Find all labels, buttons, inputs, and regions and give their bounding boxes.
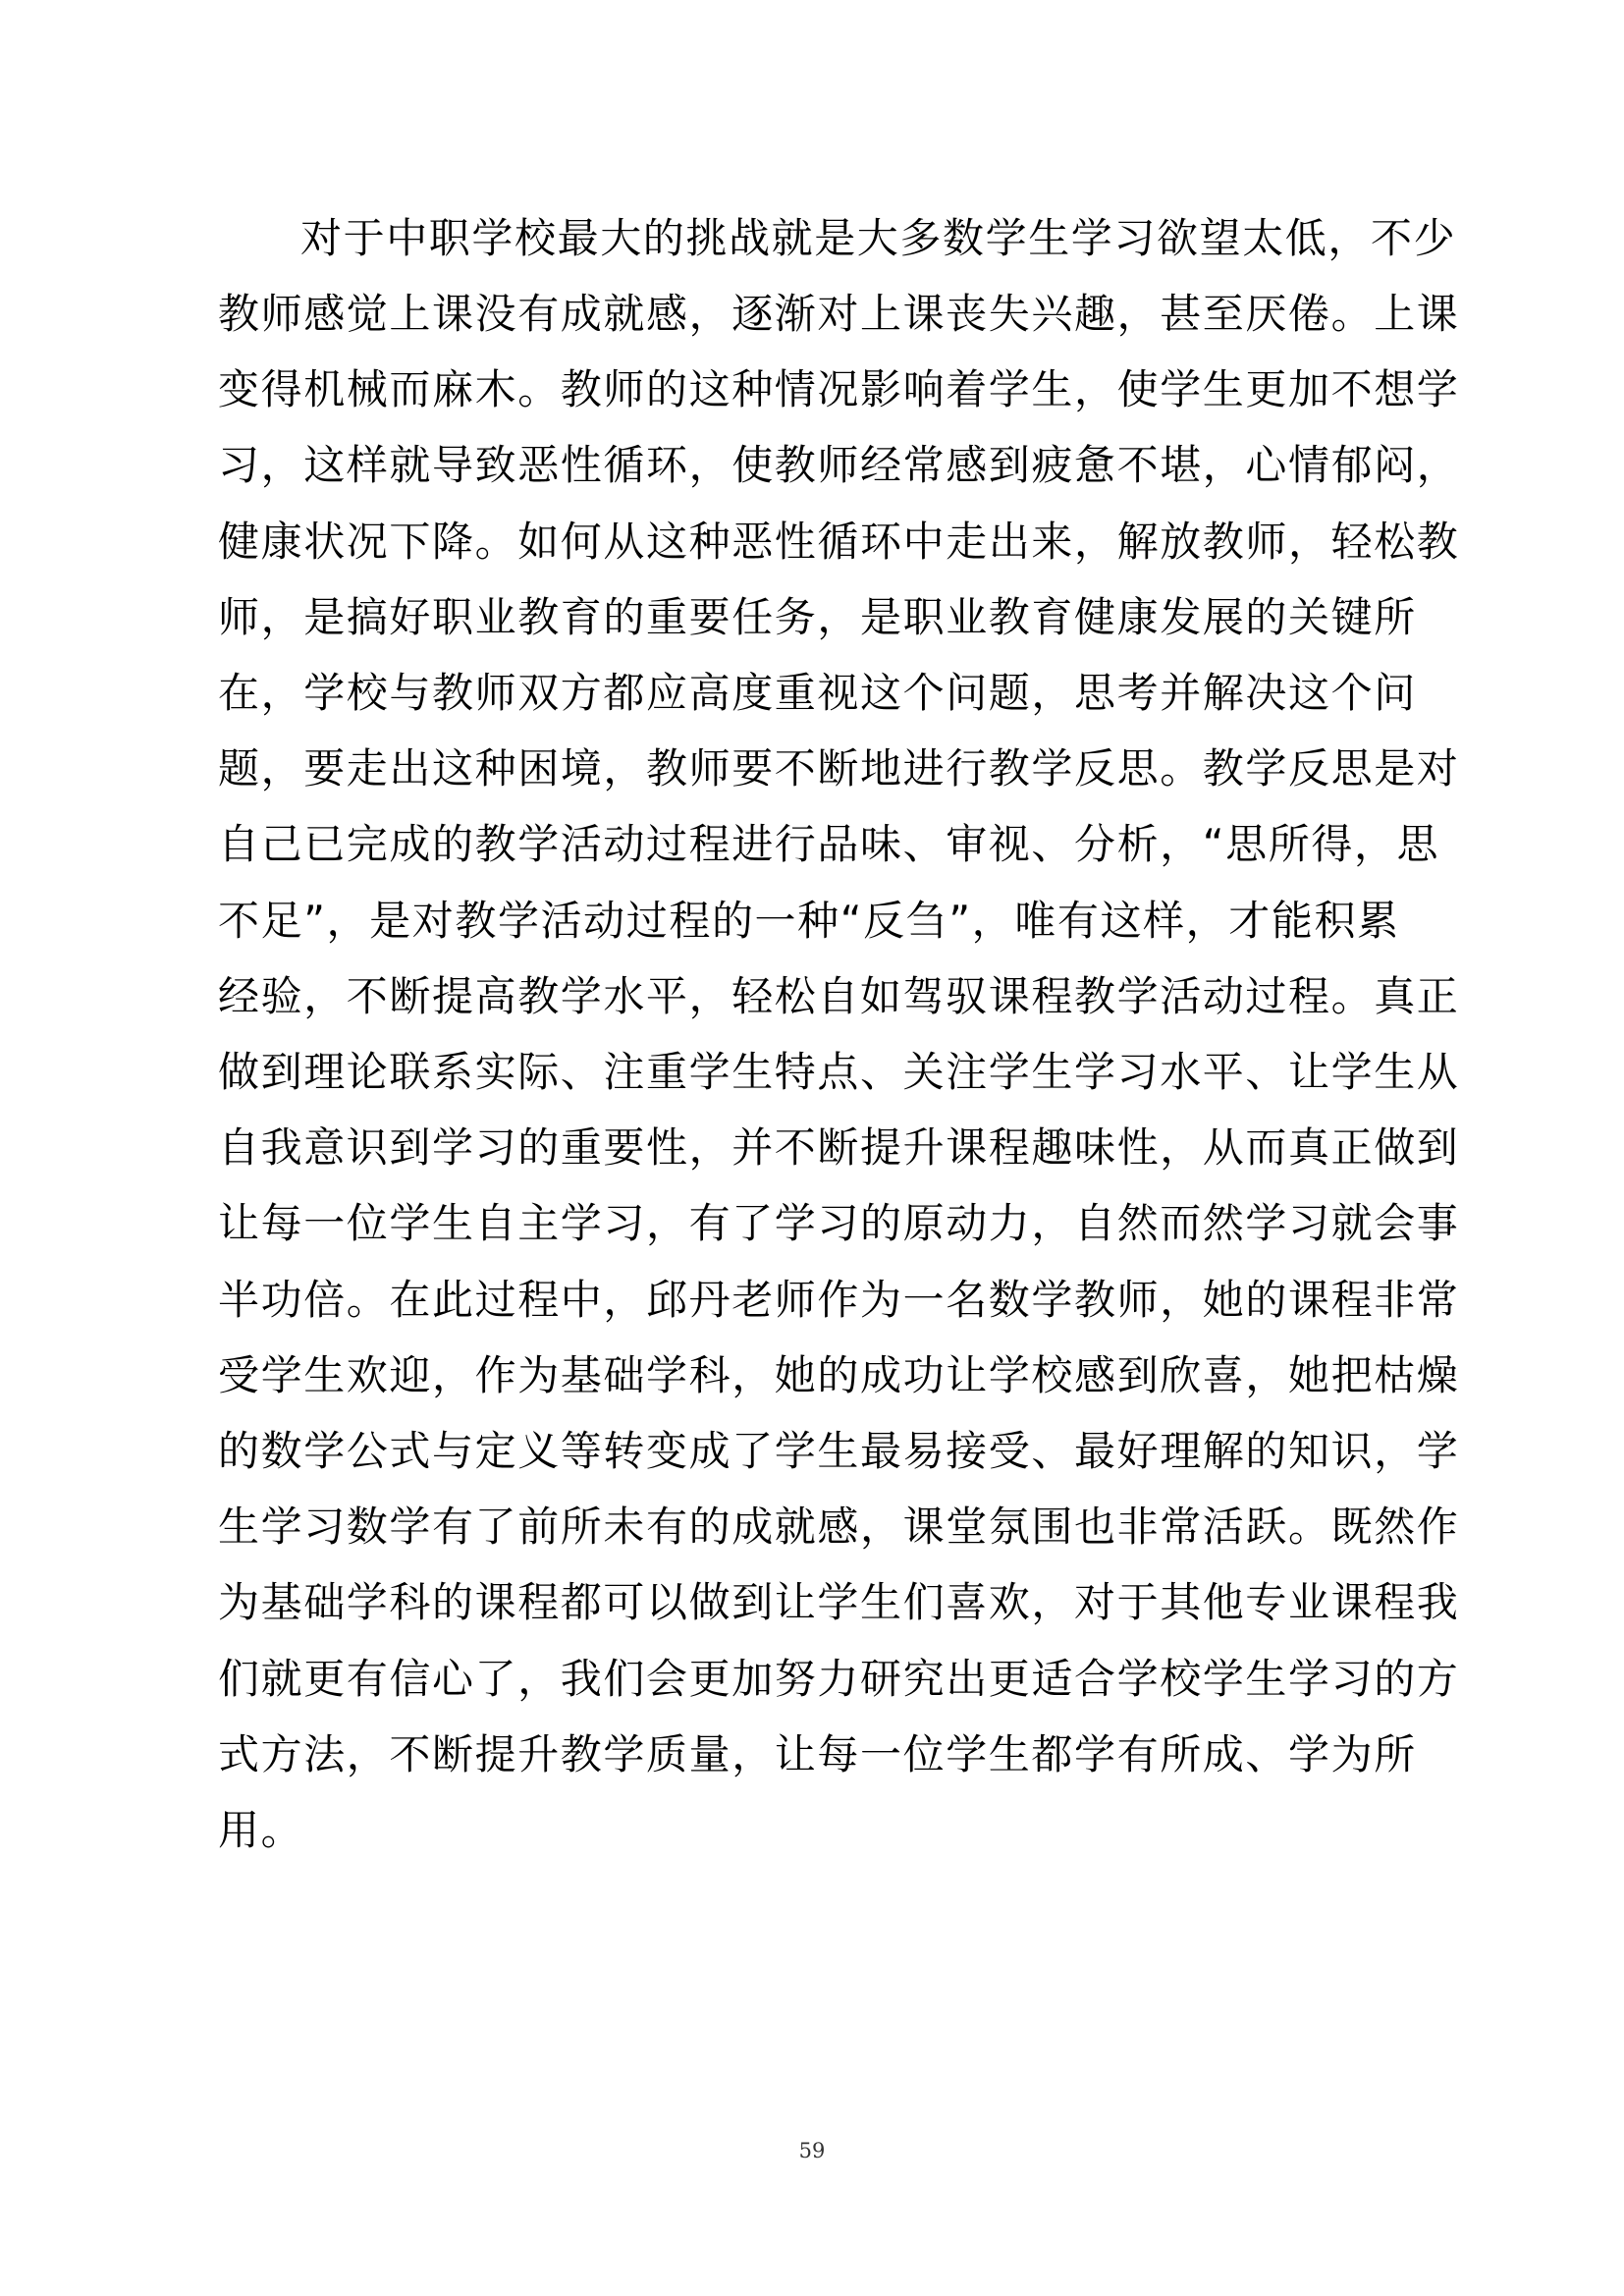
- paragraph-line-5: 健康状况下降。如何从这种恶性循环中走出来，解放教师，轻松教: [218, 518, 1460, 566]
- paragraph-line-3: 变得机械而麻木。教师的这种情况影响着学生，使学生更加不想学: [218, 365, 1460, 413]
- paragraph-line-9: 自己已完成的教学活动过程进行品味、审视、分析，“思所得，思: [218, 820, 1440, 868]
- paragraph-line-20: 们就更有信心了，我们会更加努力研究出更适合学校学生学习的方: [218, 1655, 1460, 1703]
- paragraph-line-15: 半功倍。在此过程中，邱丹老师作为一名数学教师，她的课程非常: [218, 1276, 1460, 1324]
- paragraph-line-2: 教师感觉上课没有成就感，逐渐对上课丧失兴趣，甚至厌倦。上课: [218, 290, 1460, 338]
- paragraph-line-19: 为基础学科的课程都可以做到让学生们喜欢，对于其他专业课程我: [218, 1578, 1460, 1626]
- paragraph-line-12: 做到理论联系实际、注重学生特点、关注学生学习水平、让学生从: [218, 1048, 1460, 1096]
- paragraph-line-17: 的数学公式与定义等转变成了学生最易接受、最好理解的知识，学: [218, 1427, 1460, 1475]
- paragraph-line-6: 师，是搞好职业教育的重要任务，是职业教育健康发展的关键所: [218, 593, 1417, 641]
- paragraph-line-21: 式方法，不断提升教学质量，让每一位学生都学有所成、学为所: [218, 1730, 1417, 1778]
- paragraph-line-13: 自我意识到学习的重要性，并不断提升课程趣味性，从而真正做到: [218, 1123, 1460, 1172]
- paragraph-line-18: 生学习数学有了前所未有的成就感，课堂氛围也非常活跃。既然作: [218, 1503, 1460, 1551]
- paragraph-line-22: 用。: [218, 1806, 304, 1854]
- paragraph-line-14: 让每一位学生自主学习，有了学习的原动力，自然而然学习就会事: [218, 1199, 1460, 1247]
- paragraph-line-16: 受学生欢迎，作为基础学科，她的成功让学校感到欣喜，她把枯燥: [218, 1351, 1460, 1399]
- paragraph-line-7: 在，学校与教师双方都应高度重视这个问题，思考并解决这个问: [218, 669, 1417, 717]
- paragraph-line-4: 习，这样就导致恶性循环，使教师经常感到疲惫不堪，心情郁闷，: [218, 441, 1460, 489]
- paragraph-line-1: 对于中职学校最大的挑战就是大多数学生学习欲望太低，不少: [300, 214, 1457, 262]
- page-number: 59: [798, 2139, 826, 2162]
- paragraph-line-11: 经验，不断提高教学水平，轻松自如驾驭课程教学活动过程。真正: [218, 972, 1460, 1020]
- paragraph-line-8: 题，要走出这种困境，教师要不断地进行教学反思。教学反思是对: [218, 744, 1460, 793]
- paragraph-line-10: 不足”，是对教学活动过程的一种“反刍”，唯有这样，才能积累: [218, 897, 1400, 945]
